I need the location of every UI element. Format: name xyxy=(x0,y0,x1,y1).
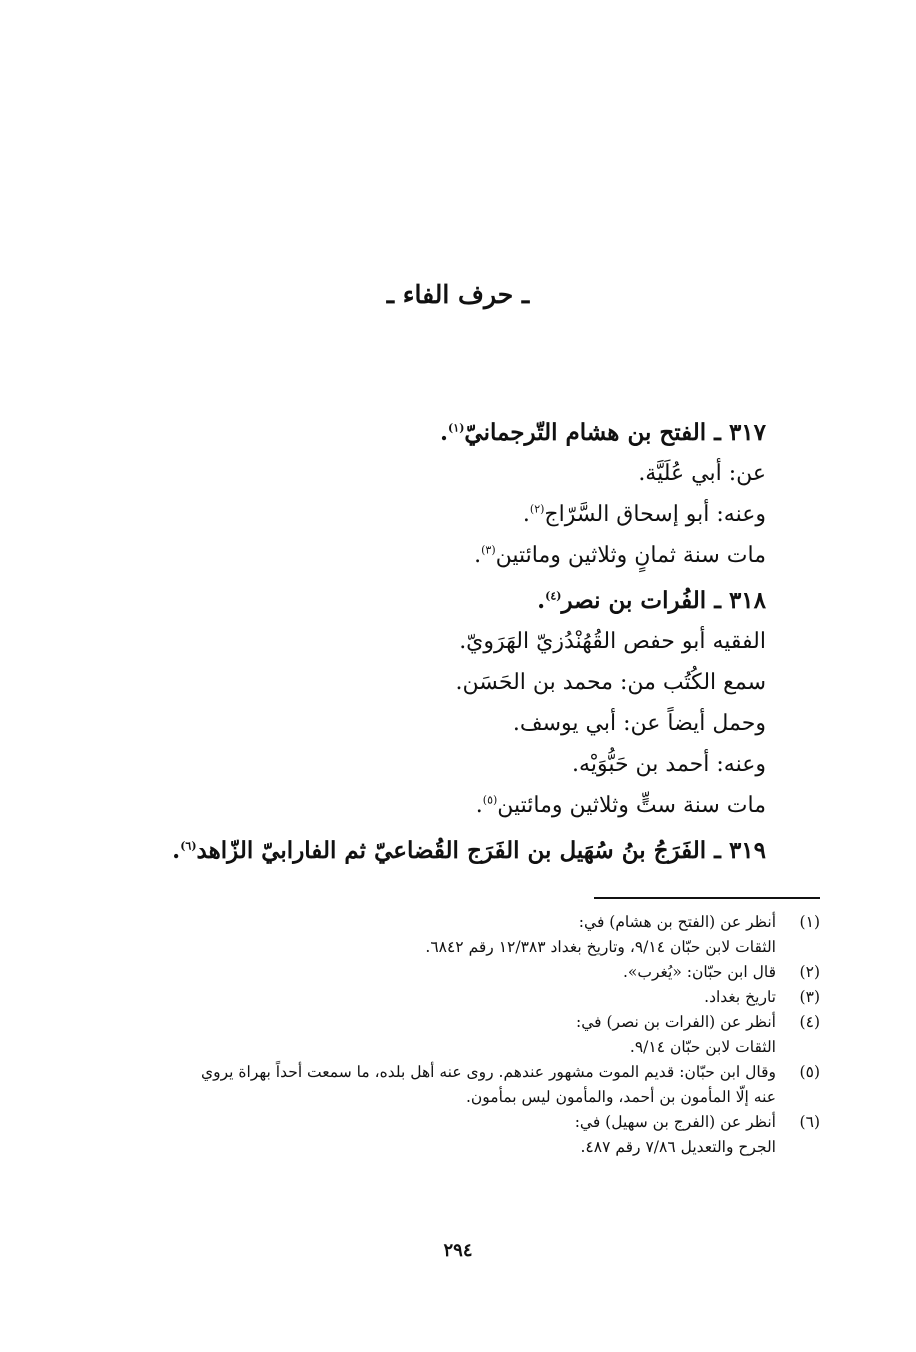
entry-line-text: وحمل أيضاً عن: أبي يوسف. xyxy=(512,711,766,736)
footnote-line: الثقات لابن حبّان ٩/١٤. xyxy=(629,1038,776,1056)
footnote xyxy=(100,960,820,985)
entry-line xyxy=(66,621,766,662)
entry-line xyxy=(66,785,766,826)
footnote-line: قال ابن حبّان: «يُغرب». xyxy=(622,963,776,981)
footnote-number: (٦) xyxy=(799,1113,820,1131)
footnote-ref: (٦) xyxy=(180,839,197,853)
footnote-line: أنظر عن (الفتح بن هشام) في: xyxy=(578,913,776,931)
footnote-number: (١) xyxy=(799,913,820,931)
footnote-body xyxy=(100,1010,776,1060)
entry-line-text: عن: أبي عُلَيَّة. xyxy=(638,461,766,486)
footnote-line: تاريخ بغداد. xyxy=(704,988,776,1006)
footnote-ref: (٣) xyxy=(481,543,496,557)
entry-title-end: . xyxy=(440,419,449,446)
footnote xyxy=(100,910,820,960)
footnote-separator xyxy=(594,897,820,899)
footnote-number: (٥) xyxy=(799,1063,820,1081)
footnote-body xyxy=(100,960,776,985)
entry-line xyxy=(66,744,766,785)
footnote xyxy=(100,985,820,1010)
entry-line-text: وعنه: أبو إسحاق السَّرّاج xyxy=(544,502,766,527)
footnote-ref: (٢) xyxy=(529,502,545,516)
entry-line-text: سمع الكُتُب من: محمد بن الحَسَن. xyxy=(455,670,766,695)
entry-line-end: . xyxy=(474,543,482,568)
page-number: ٢٩٤ xyxy=(443,1240,473,1261)
entry-line-end: . xyxy=(475,793,483,818)
footnote-body xyxy=(100,1110,776,1160)
entry-line xyxy=(66,703,766,744)
footnote xyxy=(100,1110,820,1160)
entry-line-text: وعنه: أحمد بن حَبُّوَيْه. xyxy=(572,752,766,777)
entry-line xyxy=(66,535,766,576)
entry-line xyxy=(66,494,766,535)
footnote-line: أنظر عن (الفرات بن نصر) في: xyxy=(576,1013,776,1031)
footnote-body xyxy=(100,910,776,960)
footnote-number: (٤) xyxy=(799,1013,820,1031)
footnote-ref: (٥) xyxy=(482,793,498,807)
entry-title xyxy=(66,580,766,621)
entry-title xyxy=(66,830,766,871)
entry-title-end: . xyxy=(537,587,546,614)
footnote-body xyxy=(100,985,776,1010)
entry-line xyxy=(66,453,766,494)
entry-title-text: ٣١٩ ـ الفَرَجُ بنُ سُهَيل بن الفَرَج القُضاعيّ ثم الفارابيّ الزّاهد xyxy=(196,837,766,864)
footnotes xyxy=(100,910,820,1160)
footnote-line: عنه إلّا المأمون بن أحمد، والمأمون ليس بمأمون. xyxy=(465,1088,776,1106)
entry-line-text: الفقيه أبو حفص القُهُنْدُزيّ الهَرَويّ. xyxy=(459,629,766,654)
footnote-line: وقال ابن حبّان: قديم الموت مشهور عندهم. روى عنه أهل بلده، ما سمعت أحداً بهراة يروي xyxy=(201,1063,776,1081)
footnote-line: أنظر عن (الفرج بن سهيل) في: xyxy=(574,1113,776,1131)
section-heading: ـ حرف الفاء ـ xyxy=(386,280,530,309)
entry-line-text: مات سنة ثمانٍ وثلاثين ومائتين xyxy=(495,543,766,568)
footnote-ref: (٤) xyxy=(545,589,562,603)
footnote-line: الثقات لابن حبّان ٩/١٤، وتاريخ بغداد ١٢/٣٨٣ رقم ٦٨٤٢. xyxy=(425,938,776,956)
entry-title-text: ٣١٨ ـ الفُرات بن نصر xyxy=(561,587,766,614)
entry-line xyxy=(66,662,766,703)
entry-title-end: . xyxy=(172,837,181,864)
entry-title xyxy=(66,412,766,453)
entry-line-end: . xyxy=(522,502,530,527)
footnote-ref: (١) xyxy=(448,421,465,435)
footnote-number: (٣) xyxy=(799,988,820,1006)
entries-block xyxy=(66,412,766,871)
footnote xyxy=(100,1060,820,1110)
footnote-number: (٢) xyxy=(799,963,820,981)
footnote-body xyxy=(100,1060,776,1110)
footnote xyxy=(100,1010,820,1060)
entry-title-text: ٣١٧ ـ الفتح بن هشام التّرجمانيّ xyxy=(464,419,766,446)
footnote-line: الجرح والتعديل ٧/٨٦ رقم ٤٨٧. xyxy=(580,1138,776,1156)
entry-line-text: مات سنة ستٍّ وثلاثين ومائتين xyxy=(497,793,766,818)
